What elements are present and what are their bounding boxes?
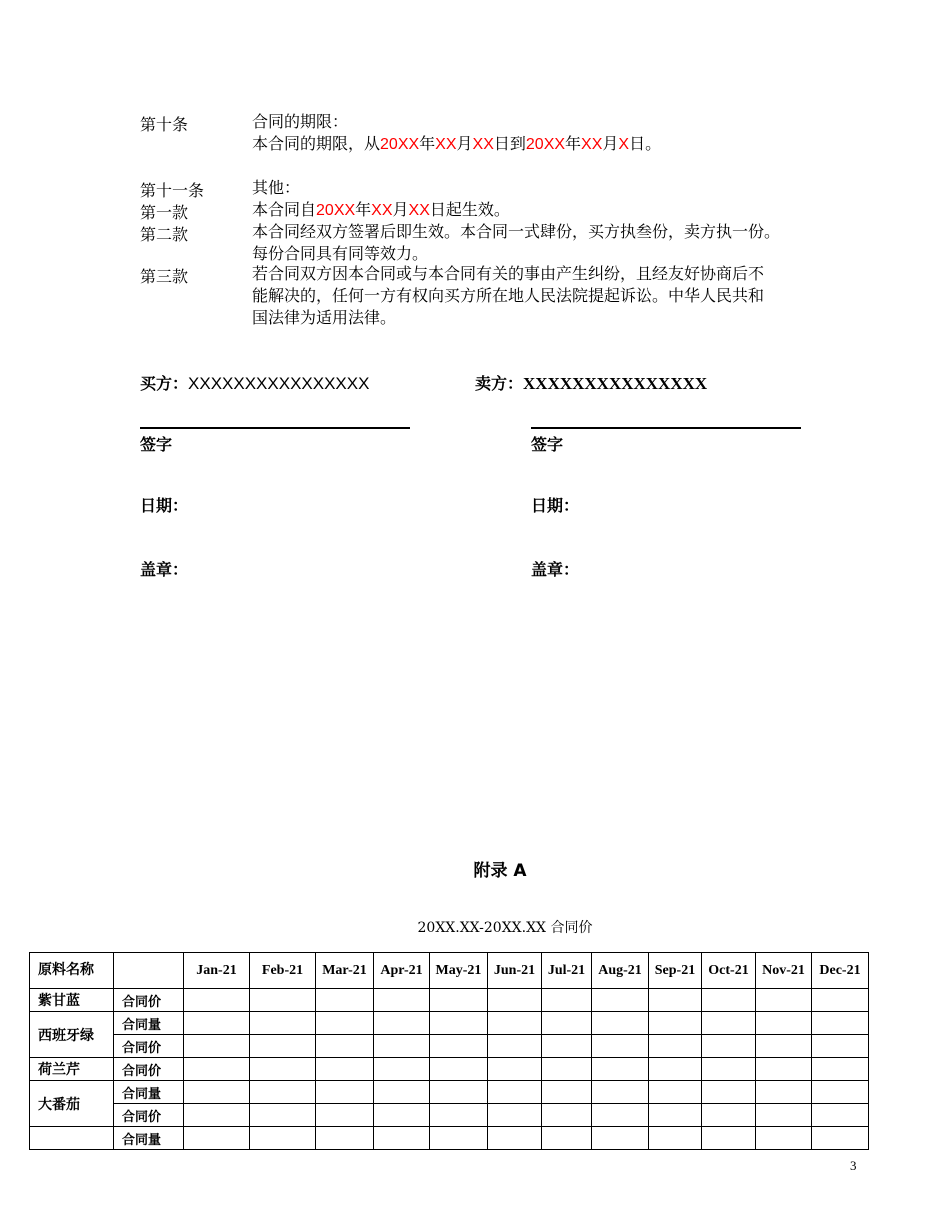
value-cell[interactable] xyxy=(488,1012,542,1035)
value-cell[interactable] xyxy=(812,1035,869,1058)
material-name-cell: 紫甘蓝 xyxy=(30,989,114,1012)
value-cell[interactable] xyxy=(184,1127,250,1150)
clause-10-label: 第十条 xyxy=(140,115,189,134)
table-row xyxy=(30,989,869,1012)
value-cell[interactable] xyxy=(488,1035,542,1058)
value-cell[interactable] xyxy=(430,1035,488,1058)
value-cell[interactable] xyxy=(374,989,430,1012)
month-header: Jan-21 xyxy=(184,953,250,989)
value-cell[interactable] xyxy=(702,989,756,1012)
item-1-label: 第一款 xyxy=(140,203,189,222)
metric-cell: 合同价 xyxy=(114,989,184,1012)
metric-cell: 合同价 xyxy=(114,1035,184,1058)
material-name-cell: 荷兰芹 xyxy=(30,1058,114,1081)
item-2-line-1: 本合同经双方签署后即生效。本合同一式肆份，买方执叁份，卖方执一份。 xyxy=(252,222,781,241)
value-cell[interactable] xyxy=(649,1035,702,1058)
value-cell[interactable] xyxy=(702,1104,756,1127)
value-cell[interactable] xyxy=(812,1127,869,1150)
value-cell[interactable] xyxy=(184,1081,250,1104)
value-cell[interactable] xyxy=(374,1104,430,1127)
value-cell[interactable] xyxy=(649,989,702,1012)
end-month-placeholder: XX xyxy=(581,136,603,153)
seller-label: 卖方： xyxy=(475,374,524,393)
value-cell[interactable] xyxy=(430,1012,488,1035)
effective-month-placeholder: XX xyxy=(371,202,393,219)
table-caption: 20XX.XX-20XX.XX 合同价 xyxy=(417,920,593,936)
start-year-placeholder: 20XX xyxy=(380,136,420,153)
value-cell[interactable] xyxy=(649,1081,702,1104)
value-cell[interactable] xyxy=(250,1058,316,1081)
value-cell[interactable] xyxy=(542,1058,592,1081)
seller-name: XXXXXXXXXXXXXXX xyxy=(523,374,708,393)
value-cell[interactable] xyxy=(250,1081,316,1104)
value-cell[interactable] xyxy=(250,1035,316,1058)
name-header: 原料名称 xyxy=(30,953,114,989)
value-cell[interactable] xyxy=(488,1081,542,1104)
value-cell[interactable] xyxy=(488,989,542,1012)
value-cell[interactable] xyxy=(542,1035,592,1058)
day-char-to: 日到 xyxy=(493,134,526,153)
seller-line xyxy=(475,371,707,394)
value-cell[interactable] xyxy=(812,1104,869,1127)
value-cell[interactable] xyxy=(542,1012,592,1035)
value-cell[interactable] xyxy=(649,1012,702,1035)
value-cell[interactable] xyxy=(184,989,250,1012)
seller-date-label: 日期： xyxy=(531,496,580,515)
page-number: 3 xyxy=(850,1158,857,1173)
value-cell[interactable] xyxy=(374,1058,430,1081)
value-cell[interactable] xyxy=(374,1127,430,1150)
value-cell[interactable] xyxy=(316,1127,374,1150)
value-cell[interactable] xyxy=(702,1012,756,1035)
table-row xyxy=(30,1012,869,1035)
value-cell[interactable] xyxy=(316,1081,374,1104)
buyer-sign-label: 签字 xyxy=(140,435,173,454)
value-cell[interactable] xyxy=(756,1058,812,1081)
value-cell[interactable] xyxy=(430,1081,488,1104)
metric-cell: 合同量 xyxy=(114,1012,184,1035)
end-day-placeholder: X xyxy=(618,136,630,153)
table-header-row xyxy=(30,953,869,989)
item-3-line-1: 若合同双方因本合同或与本合同有关的事由产生纠纷，且经友好协商后不 xyxy=(252,264,765,283)
buyer-signature-line xyxy=(140,427,410,429)
value-cell[interactable] xyxy=(812,989,869,1012)
value-cell[interactable] xyxy=(702,1081,756,1104)
start-day-placeholder: XX xyxy=(472,136,494,153)
value-cell[interactable] xyxy=(756,1012,812,1035)
value-cell[interactable] xyxy=(812,1081,869,1104)
value-cell[interactable] xyxy=(250,989,316,1012)
month-header: Nov-21 xyxy=(756,953,812,989)
month-char-end: 月 xyxy=(602,134,619,153)
value-cell[interactable] xyxy=(542,989,592,1012)
value-cell[interactable] xyxy=(250,1012,316,1035)
year-char: 年 xyxy=(419,134,436,153)
month-header: Jun-21 xyxy=(488,953,542,989)
month-header: Mar-21 xyxy=(316,953,374,989)
value-cell[interactable] xyxy=(649,1127,702,1150)
clause-10-title: 合同的期限： xyxy=(252,112,349,131)
value-cell[interactable] xyxy=(430,1127,488,1150)
month-header: Jul-21 xyxy=(542,953,592,989)
item-2-label: 第二款 xyxy=(140,225,189,244)
value-cell[interactable] xyxy=(430,1104,488,1127)
value-cell[interactable] xyxy=(374,1081,430,1104)
effective-day-placeholder: XX xyxy=(408,202,430,219)
table-row xyxy=(30,1104,869,1127)
item-3-line-2: 能解决的，任何一方有权向买方所在地人民法院提起诉讼。中华人民共和 xyxy=(252,286,765,305)
value-cell[interactable] xyxy=(756,1127,812,1150)
value-cell[interactable] xyxy=(756,989,812,1012)
seller-signature-line xyxy=(531,427,801,429)
value-cell[interactable] xyxy=(184,1012,250,1035)
table-body xyxy=(30,989,869,1150)
item-1-year-char: 年 xyxy=(355,200,372,219)
item-2-line-2: 每份合同具有同等效力。 xyxy=(252,244,429,263)
year-char-end: 年 xyxy=(565,134,582,153)
value-cell[interactable] xyxy=(250,1127,316,1150)
value-cell[interactable] xyxy=(542,1081,592,1104)
table-row xyxy=(30,1081,869,1104)
metric-cell: 合同价 xyxy=(114,1104,184,1127)
value-cell[interactable] xyxy=(430,989,488,1012)
material-name-cell: 西班牙绿 xyxy=(30,1012,114,1058)
value-cell[interactable] xyxy=(592,989,649,1012)
effective-year-placeholder: 20XX xyxy=(316,202,356,219)
value-cell[interactable] xyxy=(374,1035,430,1058)
value-cell[interactable] xyxy=(184,1058,250,1081)
value-cell[interactable] xyxy=(316,1035,374,1058)
value-cell[interactable] xyxy=(812,1058,869,1081)
item-1-prefix: 本合同自 xyxy=(252,200,317,219)
value-cell[interactable] xyxy=(702,1127,756,1150)
appendix-title: 附录 A xyxy=(473,861,527,881)
value-cell[interactable] xyxy=(184,1035,250,1058)
table-row xyxy=(30,1035,869,1058)
end-year-placeholder: 20XX xyxy=(525,136,566,153)
value-cell[interactable] xyxy=(488,1127,542,1150)
value-cell[interactable] xyxy=(374,1012,430,1035)
value-cell[interactable] xyxy=(592,1127,649,1150)
value-cell[interactable] xyxy=(250,1104,316,1127)
clause-10-body-prefix: 本合同的期限，从 xyxy=(252,134,381,153)
metric-header xyxy=(114,953,184,989)
month-header: Oct-21 xyxy=(702,953,756,989)
item-3-label: 第三款 xyxy=(140,267,189,286)
month-char: 月 xyxy=(456,134,473,153)
value-cell[interactable] xyxy=(649,1104,702,1127)
material-name-cell: 大番茄 xyxy=(30,1081,114,1127)
item-1-month-char: 月 xyxy=(392,200,409,219)
buyer-seal-label: 盖章： xyxy=(140,560,189,579)
item-1-suffix: 日起生效。 xyxy=(429,200,510,219)
value-cell[interactable] xyxy=(592,1104,649,1127)
buyer-label: 买方： xyxy=(140,374,189,393)
clause-10-body xyxy=(252,133,862,156)
value-cell[interactable] xyxy=(430,1058,488,1081)
value-cell[interactable] xyxy=(756,1035,812,1058)
value-cell[interactable] xyxy=(316,1104,374,1127)
month-header: Sep-21 xyxy=(649,953,702,989)
clause-11-label: 第十一条 xyxy=(140,181,205,200)
material-name-cell xyxy=(30,1127,114,1150)
value-cell[interactable] xyxy=(488,1058,542,1081)
buyer-line xyxy=(140,371,369,394)
month-header: Feb-21 xyxy=(250,953,316,989)
seller-sign-label: 签字 xyxy=(531,435,564,454)
value-cell[interactable] xyxy=(812,1012,869,1035)
value-cell[interactable] xyxy=(702,1058,756,1081)
value-cell[interactable] xyxy=(592,1035,649,1058)
value-cell[interactable] xyxy=(702,1035,756,1058)
value-cell[interactable] xyxy=(316,1012,374,1035)
clause-11-title: 其他： xyxy=(252,178,301,197)
item-3-line-3: 国法律为适用法律。 xyxy=(252,308,397,327)
value-cell[interactable] xyxy=(316,1058,374,1081)
value-cell[interactable] xyxy=(592,1058,649,1081)
month-header: Aug-21 xyxy=(592,953,649,989)
value-cell[interactable] xyxy=(592,1012,649,1035)
value-cell[interactable] xyxy=(756,1081,812,1104)
table-row xyxy=(30,1058,869,1081)
buyer-name: XXXXXXXXXXXXXXXX xyxy=(188,374,370,393)
buyer-date-label: 日期： xyxy=(140,496,189,515)
metric-cell: 合同量 xyxy=(114,1127,184,1150)
value-cell[interactable] xyxy=(592,1081,649,1104)
value-cell[interactable] xyxy=(488,1104,542,1127)
start-month-placeholder: XX xyxy=(435,136,457,153)
metric-cell: 合同量 xyxy=(114,1081,184,1104)
item-1-body xyxy=(252,199,862,222)
value-cell[interactable] xyxy=(316,989,374,1012)
month-header: Dec-21 xyxy=(812,953,869,989)
value-cell[interactable] xyxy=(649,1058,702,1081)
month-header: May-21 xyxy=(430,953,488,989)
contract-price-table xyxy=(29,952,869,1150)
value-cell[interactable] xyxy=(756,1104,812,1127)
metric-cell: 合同价 xyxy=(114,1058,184,1081)
value-cell[interactable] xyxy=(184,1104,250,1127)
month-header: Apr-21 xyxy=(374,953,430,989)
table-row xyxy=(30,1127,869,1150)
day-char-end: 日。 xyxy=(629,134,662,153)
seller-seal-label: 盖章： xyxy=(531,560,580,579)
value-cell[interactable] xyxy=(542,1127,592,1150)
value-cell[interactable] xyxy=(542,1104,592,1127)
